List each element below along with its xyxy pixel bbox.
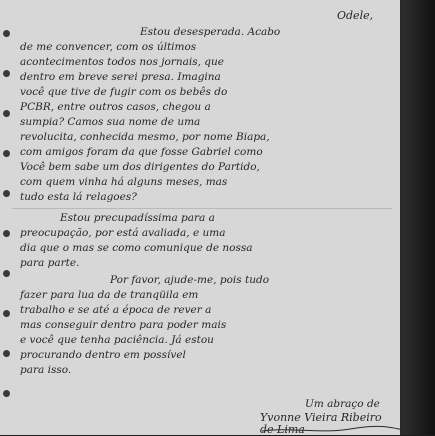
letter-line: revolucita, conhecida mesmo, por nome Biapa, xyxy=(20,131,270,143)
letter-line: você que tive de fugir com os bebês do xyxy=(20,86,228,98)
binder-hole xyxy=(3,230,10,237)
binder-hole xyxy=(3,270,10,277)
letter-line: trabalho e se até a época de rever a xyxy=(20,304,212,316)
letter-line: sumpia? Camos sua nome de uma xyxy=(20,116,201,128)
letter-line: acontecimentos todos nos jornais, que xyxy=(20,56,224,68)
letter-line: dentro em breve serei presa. Imagina xyxy=(20,71,221,83)
binder-hole xyxy=(3,390,10,397)
binder-holes xyxy=(3,0,13,435)
letter-line: fazer para lua da de tranqüila em xyxy=(20,289,199,301)
letter-line: Estou precupadíssima para a xyxy=(60,212,215,224)
letter-signature: Yvonne Vieira Ribeiro de Lima xyxy=(260,411,382,436)
binder-hole xyxy=(3,70,10,77)
letter-line: Estou desesperada. Acabo xyxy=(140,26,281,38)
paper-fold-crease xyxy=(12,208,392,209)
binder-hole xyxy=(3,30,10,37)
binder-hole xyxy=(3,310,10,317)
letter-line: e você que tenha paciência. Já estou xyxy=(20,334,214,346)
binder-hole xyxy=(3,150,10,157)
letter-line: PCBR, entre outros casos, chegou a xyxy=(20,101,211,113)
letter-closing: Um abraço de xyxy=(305,398,380,410)
letter-line: dia que o mas se como comunique de nossa xyxy=(20,242,253,254)
letter-line: com amigos foram da que fosse Gabriel como xyxy=(20,146,263,158)
letter-line: mas conseguir dentro para poder mais xyxy=(20,319,227,331)
letter-line: tudo esta lá relagoes? xyxy=(20,191,137,203)
letter-place-date: Odele, xyxy=(337,9,374,22)
letter-line: preocupação, por está avaliada, e uma xyxy=(20,227,226,239)
binder-hole xyxy=(3,190,10,197)
letter-line: para parte. xyxy=(20,257,80,269)
signature-flourish xyxy=(260,425,410,435)
binder-hole xyxy=(3,110,10,117)
binder-hole xyxy=(3,350,10,357)
letter-line: para isso. xyxy=(20,364,72,376)
letter-line: procurando dentro em possível xyxy=(20,349,186,361)
letter-line: com quem vinha há alguns meses, mas xyxy=(20,176,228,188)
table-edge-shadow xyxy=(402,0,435,435)
letter-line: Por favor, ajude-me, pois tudo xyxy=(110,274,270,286)
letter-line: de me convencer, com os últimos xyxy=(20,41,197,53)
letter-line: Você bem sabe um dos dirigentes do Partido, xyxy=(20,161,260,173)
